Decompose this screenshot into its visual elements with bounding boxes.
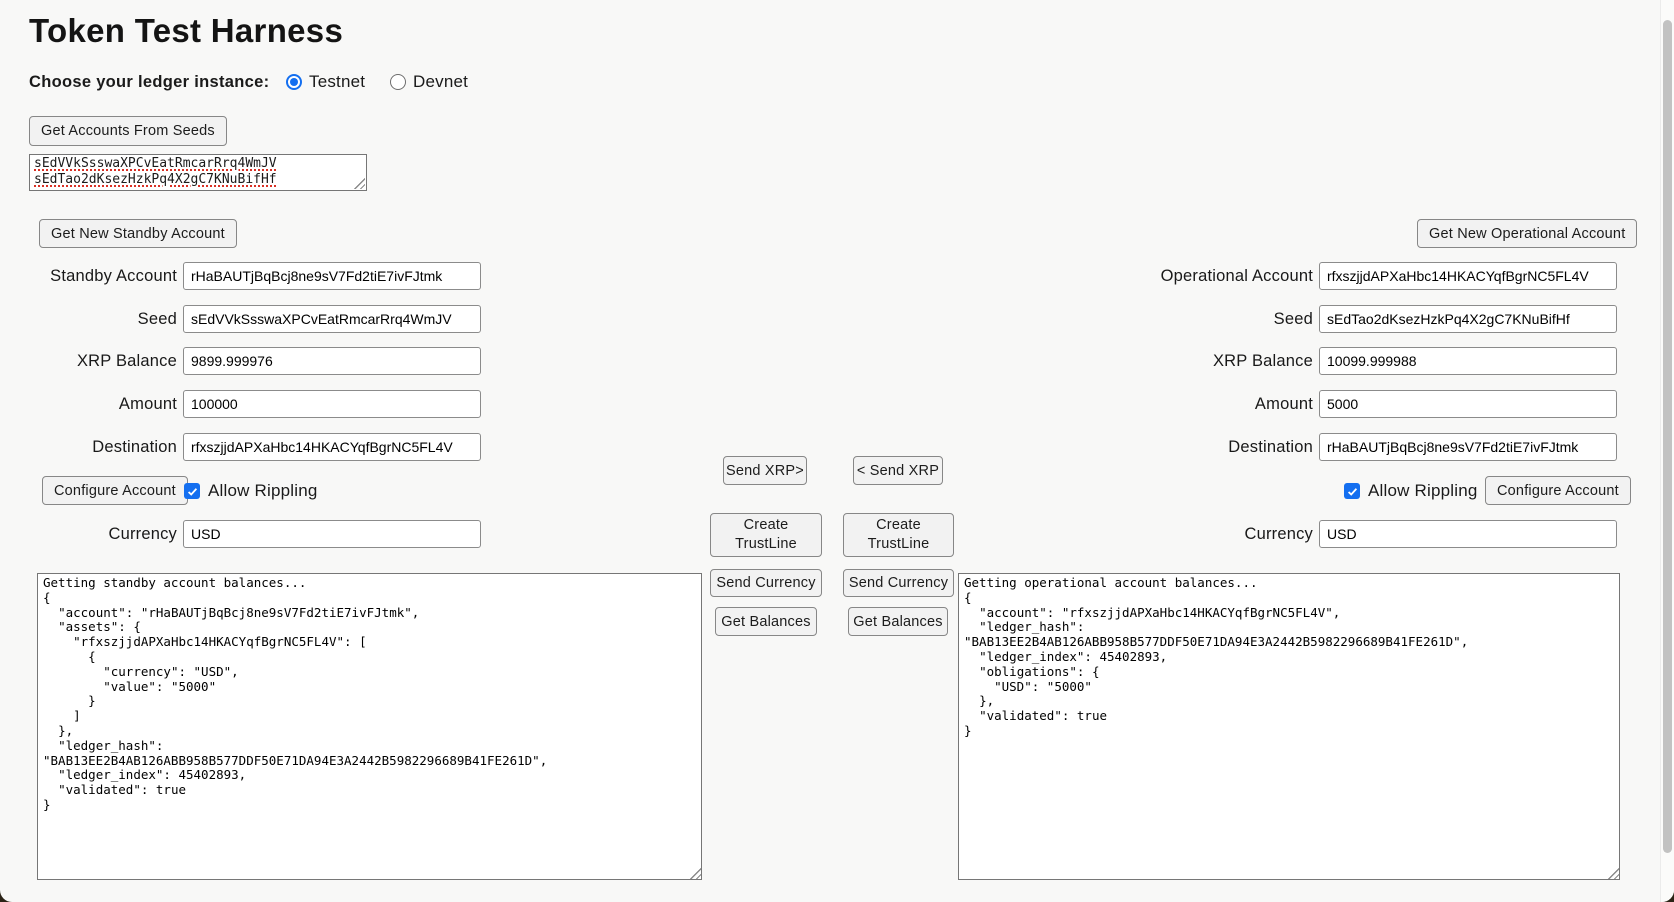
operational-allow-rippling-checkbox[interactable]: [1344, 483, 1360, 499]
operational-currency-label: Currency: [1244, 525, 1313, 543]
operational-currency-input[interactable]: [1319, 520, 1617, 548]
operational-seed-input[interactable]: [1319, 305, 1617, 333]
operational-amount-label: Amount: [1254, 395, 1313, 413]
standby-get-balances-button[interactable]: Get Balances: [715, 607, 817, 636]
checkmark-icon: [1346, 485, 1359, 498]
operational-allow-rippling-label[interactable]: Allow Rippling: [1368, 481, 1478, 500]
standby-account-label: Standby Account: [50, 267, 177, 285]
standby-results-textarea[interactable]: [37, 573, 702, 880]
operational-account-label: Operational Account: [1160, 267, 1313, 285]
operational-seed-label: Seed: [1273, 310, 1313, 328]
operational-destination-label: Destination: [1228, 438, 1313, 456]
operational-get-balances-button[interactable]: Get Balances: [848, 607, 948, 636]
operational-xrp-balance-label: XRP Balance: [1212, 352, 1313, 370]
standby-amount-input[interactable]: [183, 390, 481, 418]
standby-configure-account-button[interactable]: Configure Account: [42, 476, 188, 505]
standby-xrp-balance-input[interactable]: [183, 347, 481, 375]
operational-results-textarea[interactable]: [958, 573, 1620, 880]
page-title: Token Test Harness: [29, 12, 344, 49]
standby-seed-input[interactable]: [183, 305, 481, 333]
operational-destination-input[interactable]: [1319, 433, 1617, 461]
standby-xrp-balance-label: XRP Balance: [76, 352, 177, 370]
standby-allow-rippling-label[interactable]: Allow Rippling: [208, 481, 318, 500]
standby-destination-input[interactable]: [183, 433, 481, 461]
get-new-operational-account-button[interactable]: Get New Operational Account: [1417, 219, 1637, 248]
testnet-radio[interactable]: [286, 74, 302, 90]
operational-account-input[interactable]: [1319, 262, 1617, 290]
standby-destination-label: Destination: [92, 438, 177, 456]
send-xrp-to-operational-button[interactable]: Send XRP>: [723, 456, 807, 485]
operational-create-trustline-button[interactable]: Create TrustLine: [843, 513, 954, 557]
resize-grip-icon[interactable]: [353, 177, 365, 189]
operational-send-currency-button[interactable]: Send Currency: [843, 569, 954, 597]
vertical-scrollbar-track[interactable]: [1660, 0, 1674, 902]
standby-create-trustline-button[interactable]: Create TrustLine: [710, 513, 822, 557]
operational-xrp-balance-input[interactable]: [1319, 347, 1617, 375]
send-xrp-to-standby-button[interactable]: < Send XRP: [853, 456, 943, 485]
standby-send-currency-button[interactable]: Send Currency: [710, 569, 822, 597]
standby-account-input[interactable]: [183, 262, 481, 290]
devnet-radio-label[interactable]: Devnet: [413, 72, 469, 91]
get-accounts-from-seeds-button[interactable]: Get Accounts From Seeds: [29, 116, 227, 146]
operational-amount-input[interactable]: [1319, 390, 1617, 418]
get-new-standby-account-button[interactable]: Get New Standby Account: [39, 219, 237, 248]
operational-configure-account-button[interactable]: Configure Account: [1485, 476, 1631, 505]
resize-grip-icon[interactable]: [1607, 867, 1619, 879]
ledger-instance-label: Choose your ledger instance:: [29, 73, 270, 91]
seeds-textarea[interactable]: [29, 154, 367, 191]
standby-seed-label: Seed: [137, 310, 177, 328]
standby-currency-input[interactable]: [183, 520, 481, 548]
standby-currency-label: Currency: [108, 525, 177, 543]
standby-allow-rippling-checkbox[interactable]: [184, 483, 200, 499]
seed-line-2: sEdTao2dKsezHzkPq4X2gC7KNuBifHf: [34, 172, 277, 187]
standby-amount-label: Amount: [118, 395, 177, 413]
vertical-scrollbar-thumb[interactable]: [1663, 20, 1672, 853]
seed-line-1: sEdVVkSsswaXPCvEatRmcarRrq4WmJV: [34, 156, 277, 171]
testnet-radio-label[interactable]: Testnet: [309, 72, 366, 91]
devnet-radio[interactable]: [390, 74, 406, 90]
checkmark-icon: [186, 485, 199, 498]
resize-grip-icon[interactable]: [689, 867, 701, 879]
